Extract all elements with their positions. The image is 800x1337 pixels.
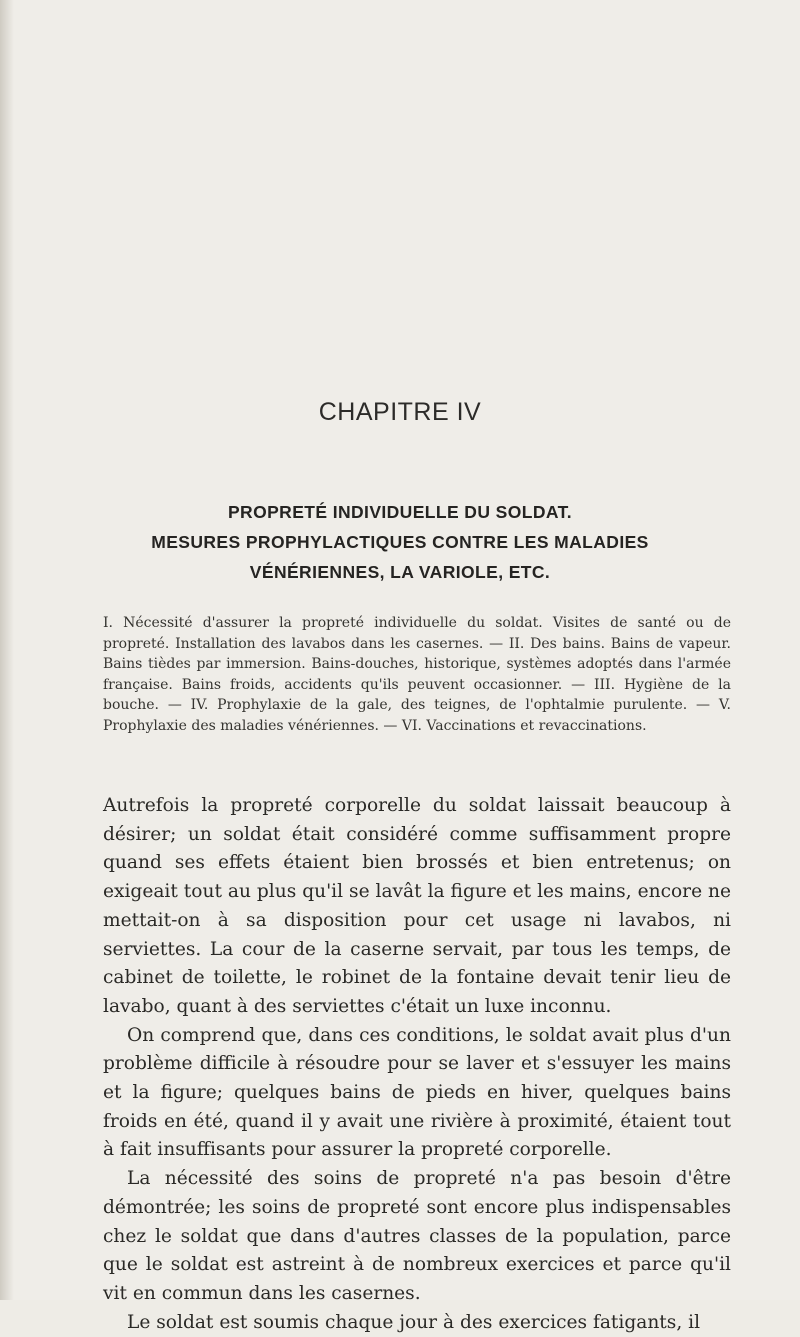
page-gutter-shadow xyxy=(0,0,14,1300)
chapter-body xyxy=(103,792,731,1337)
chapter-heading: CHAPITRE IV xyxy=(318,398,482,426)
chapter-title-line-1: PROPRETÉ INDIVIDUELLE DU SOLDAT. xyxy=(227,502,573,522)
body-paragraph-1: Autrefois la propreté corporelle du soldat laissait beaucoup à désirer; un soldat était considéré comme suffisamment propre quand ses effets étaient bien brossés et bien entretenus; on exigeait tout au plus qu'il se lavât la figure et les mains, encore ne mettait-on à sa disposition pour cet usage ni lavabos, ni serviettes. La cour de la caserne servait, par tous les temps, de cabinet de toilette, le robinet de la fontaine devait tenir lieu de lavabo, quant à des serviettes c'était un luxe inconnu. xyxy=(103,795,731,1017)
body-paragraph-4: Le soldat est soumis chaque jour à des exercices fatigants, il xyxy=(127,1311,701,1333)
chapter-title-line-3: VÉNÉRIENNES, LA VARIOLE, ETC. xyxy=(249,562,551,582)
chapter-summary: I. Nécessité d'assurer la propreté individuelle du soldat. Visites de santé ou de propreté. Installation des lavabos dans les casernes. — II. Des bains. Bains de vapeur. Bains tièdes par immersion. Bains-douches, historique, systèmes adoptés dans l'armée française. Bains froids, accidents qu'ils peuvent occasionner. — III. Hygiène de la bouche. — IV. Prophylaxie de la gale, des teignes, de l'ophtalmie purulente. — V. Prophylaxie des maladies vénériennes. — VI. Vaccinations et revaccinations. xyxy=(103,615,731,734)
body-paragraph-3: La nécessité des soins de propreté n'a pas besoin d'être démontrée; les soins de propreté sont encore plus indispensables chez le soldat que dans d'autres classes de la population, parce que le soldat est astreint à de nombreux exercices et parce qu'il vit en commun dans les casernes. xyxy=(103,1168,731,1304)
chapter-title-line-2: MESURES PROPHYLACTIQUES CONTRE LES MALADIES xyxy=(151,532,649,552)
body-paragraph-2: On comprend que, dans ces conditions, le soldat avait plus d'un problème difficile à résoudre pour se laver et s'essuyer les mains et la figure; quelques bains de pieds en hiver, quelques bains froids en été, quand il y avait une rivière à proximité, étaient tout à fait insuffisants pour assurer la propreté corporelle. xyxy=(103,1024,731,1161)
chapter-title xyxy=(0,497,800,587)
